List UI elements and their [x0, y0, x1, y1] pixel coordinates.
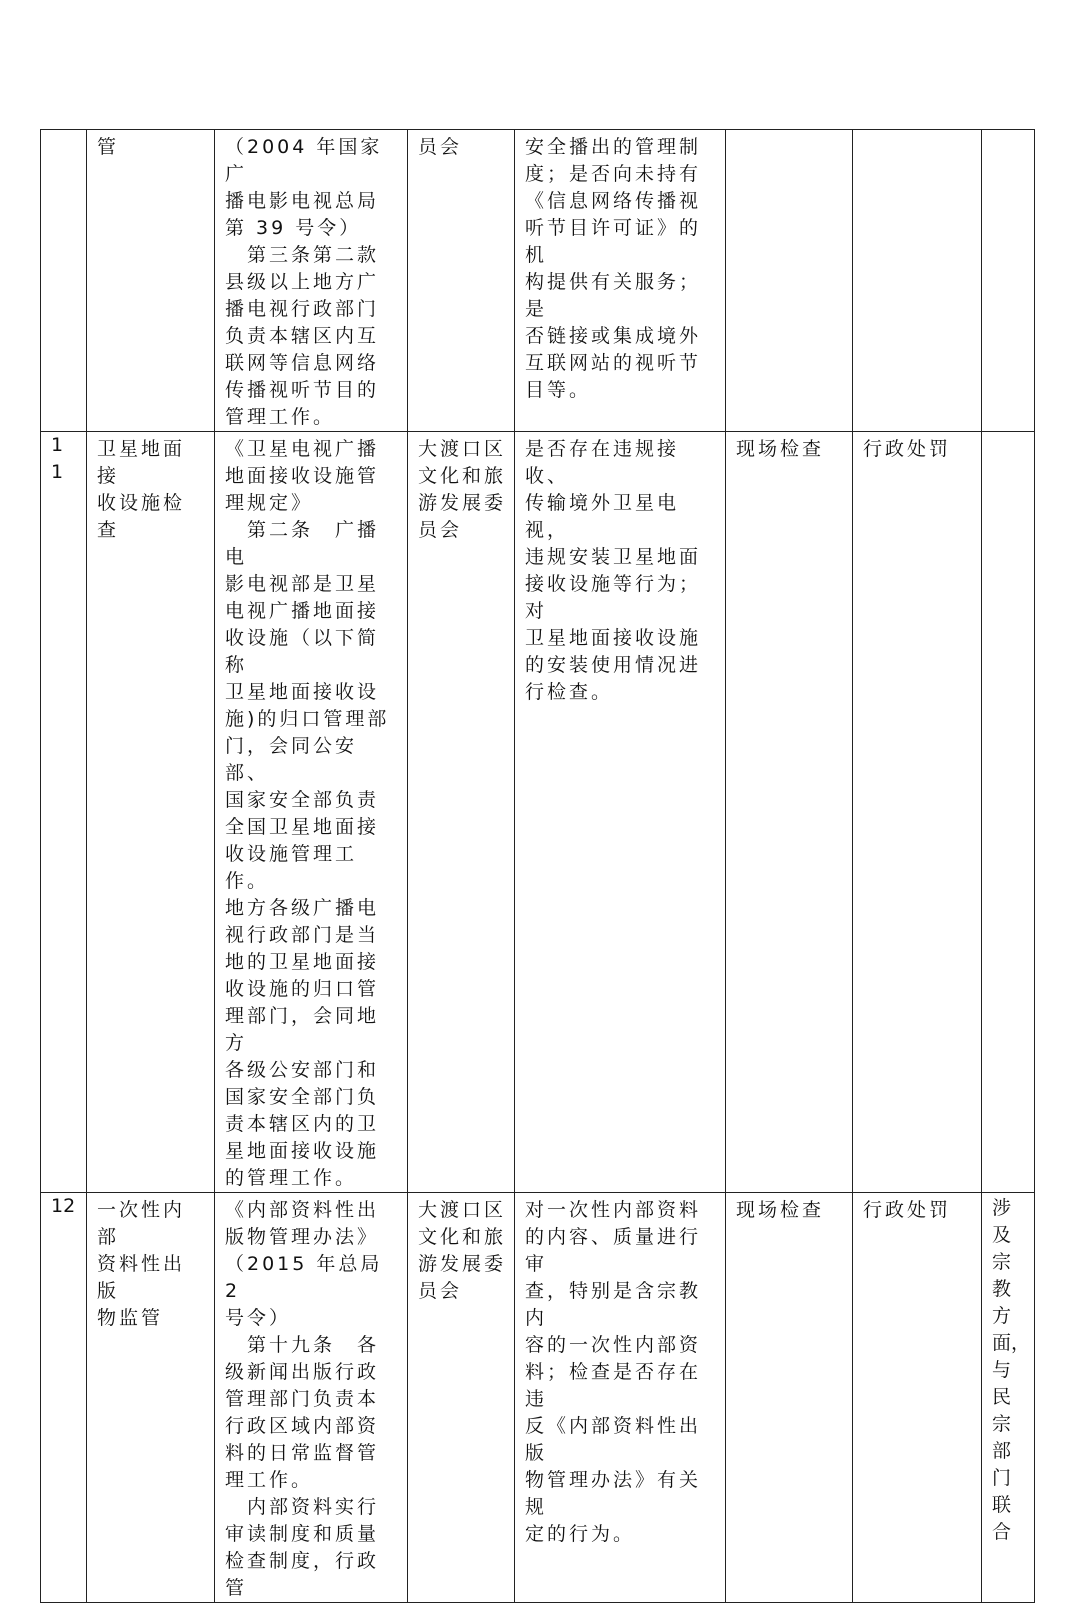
- cell-department: 大渡口区 文化和旅 游发展委 员会: [408, 432, 515, 1193]
- cell-content: 对一次性内部资料 的内容、质量进行审 查，特别是含宗教内 容的一次性内部资 料；检查是否存在违 反《内部资料性出版 物管理办法》有关规 定的行为。: [515, 1193, 726, 1603]
- cell-department: 大渡口区 文化和旅 游发展委 员会: [408, 1193, 515, 1603]
- cell-number: 12: [41, 1193, 87, 1603]
- cell-item: 管: [87, 130, 215, 432]
- cell-method: 现场检查: [726, 432, 853, 1193]
- cell-note: 涉 及 宗 教 方 面， 与 民 宗 部 门 联 合: [982, 1193, 1035, 1603]
- cell-content: 是否存在违规接收、 传输境外卫星电视， 违规安装卫星地面 接收设施等行为；对 卫星地面接收设施 的安装使用情况进 行检查。: [515, 432, 726, 1193]
- cell-basis: 《内部资料性出 版物管理办法》 （2015 年总局 2 号令） 第十九条 各 级新闻出版行政 管理部门负责本 行政区域内部资 料的日常监督管 理工作。 内部资料实行 审读制度和质量 检查制度，行政管: [215, 1193, 408, 1603]
- table-row: [41, 130, 1035, 432]
- cell-content: 安全播出的管理制 度；是否向未持有 《信息网络传播视 听节目许可证》的机 构提供有关服务；是 否链接或集成境外 互联网站的视听节 目等。: [515, 130, 726, 432]
- regulation-table: [40, 129, 1035, 1603]
- cell-measure: 行政处罚: [853, 432, 982, 1193]
- cell-measure: [853, 130, 982, 432]
- cell-number: 1 1: [41, 432, 87, 1193]
- cell-number: [41, 130, 87, 432]
- table-row: [41, 432, 1035, 1193]
- cell-method: [726, 130, 853, 432]
- cell-method: 现场检查: [726, 1193, 853, 1603]
- cell-measure: 行政处罚: [853, 1193, 982, 1603]
- cell-note: [982, 432, 1035, 1193]
- cell-item: 一次性内部 资料性出版 物监管: [87, 1193, 215, 1603]
- cell-department: 员会: [408, 130, 515, 432]
- cell-basis: 《卫星电视广播 地面接收设施管 理规定》 第二条 广播电 影电视部是卫星 电视广播地面接 收设施（以下简称 卫星地面接收设 施)的归口管理部 门，会同公安部、 国家安全部负责 全国卫星地面接 收设施管理工作。 地方各级广播电 视行政部门是当 地的卫星地面接 收设施的归口管 理部门，会同地方 各级公安部门和 国家安全部门负 责本辖区内的卫 星地面接收设施 的管理工作。: [215, 432, 408, 1193]
- cell-note: [982, 130, 1035, 432]
- cell-item: 卫星地面接 收设施检查: [87, 432, 215, 1193]
- cell-basis: （2004 年国家广 播电影电视总局 第 39 号令） 第三条第二款 县级以上地方广 播电视行政部门 负责本辖区内互 联网等信息网络 传播视听节目的 管理工作。: [215, 130, 408, 432]
- table-row: [41, 1193, 1035, 1603]
